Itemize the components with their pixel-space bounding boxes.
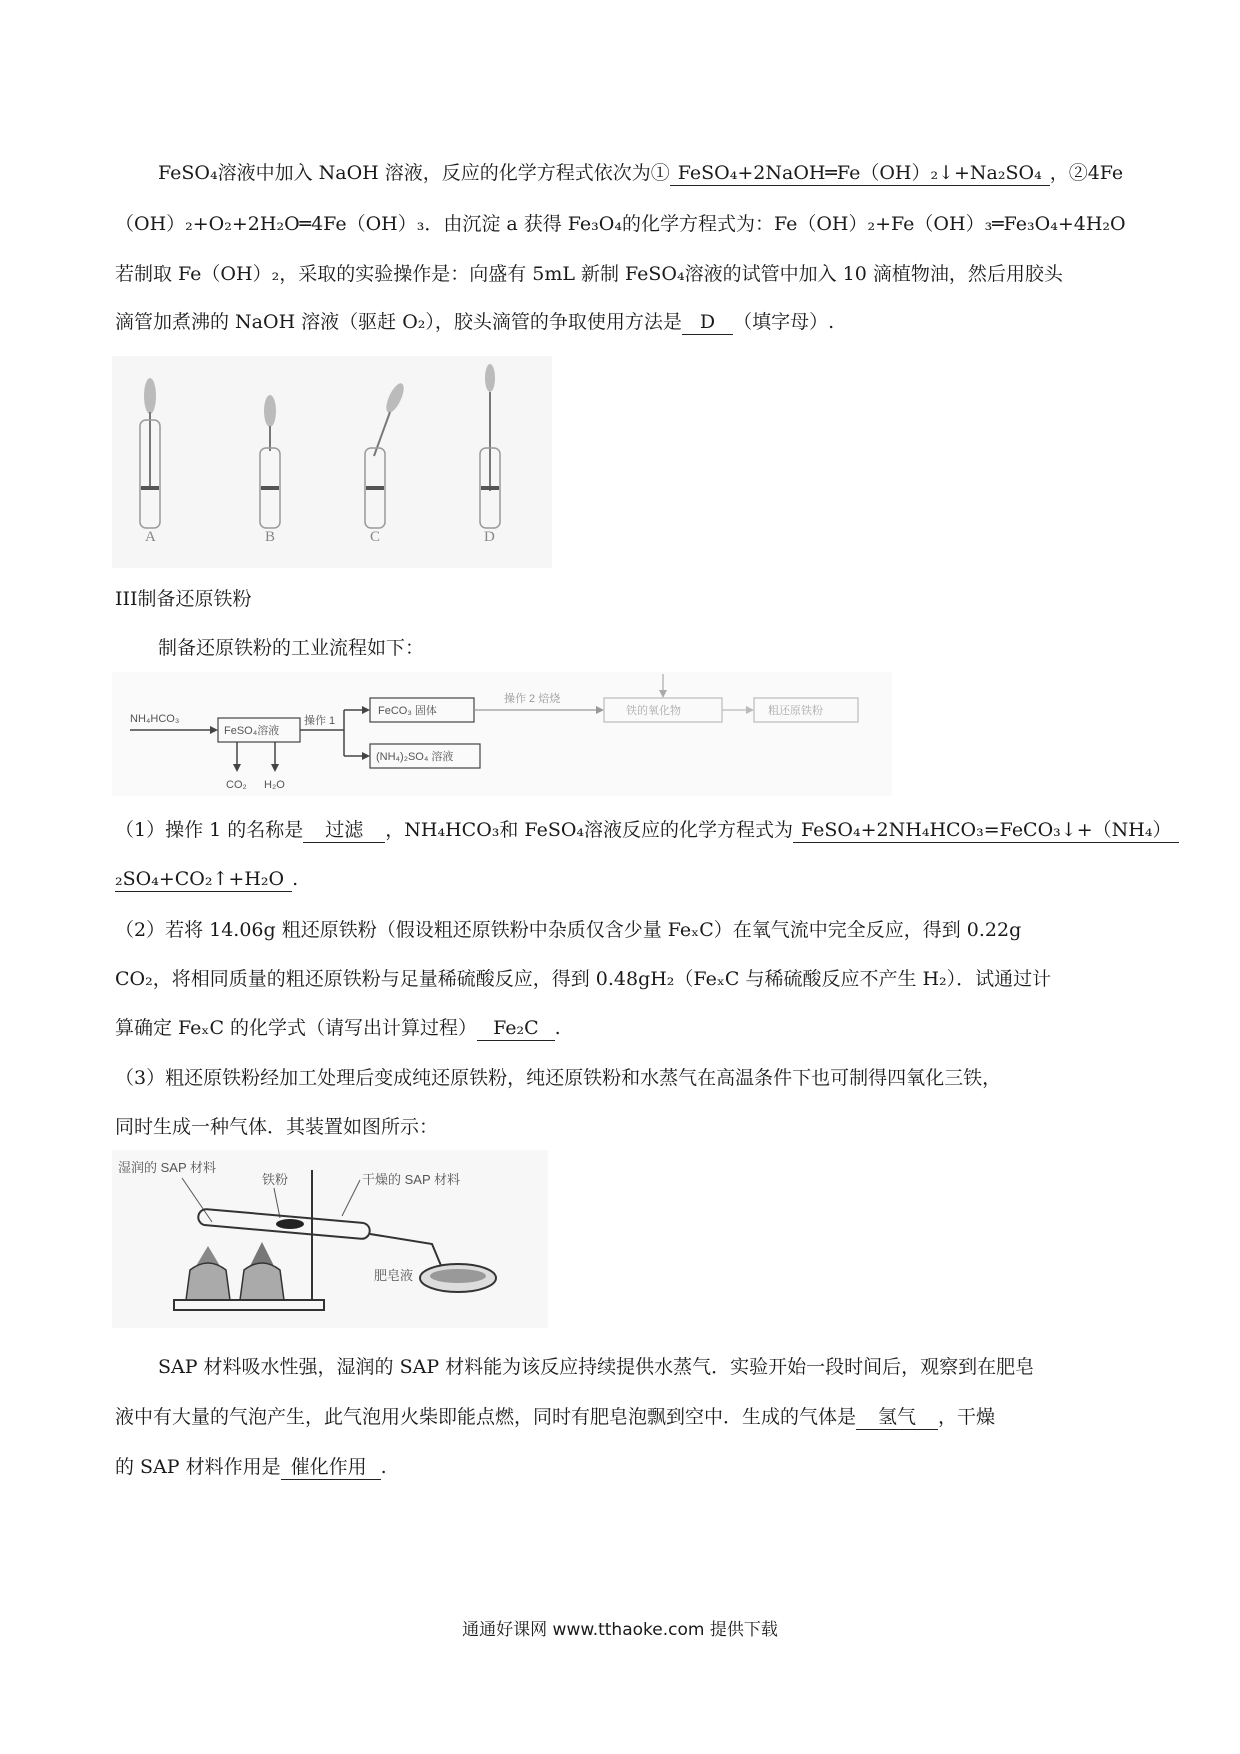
label-wet-sap: 湿润的 SAP 材料 bbox=[118, 1160, 217, 1175]
para1-line2: （OH）₂+O₂+2H₂O═4Fe（OH）₃．由沉淀 a 获得 Fe₃O₄的化学方程式为：Fe（OH）₂+Fe（OH）₃═Fe₃O₄+4H₂O bbox=[115, 213, 1126, 235]
para1-line1: FeSO₄溶液中加入 NaOH 溶液，反应的化学方程式依次为① FeSO₄+2NaOH═Fe（OH）₂↓+Na₂SO₄ ，②4Fe bbox=[158, 162, 1124, 184]
answer-blank-eq2a: FeSO₄+2NH₄HCO₃=FeCO₃↓+（NH₄） bbox=[793, 818, 1179, 843]
q3b-line3: 的 SAP 材料作用是 催化作用 . bbox=[115, 1456, 387, 1478]
q3b-line1: SAP 材料吸水性强，湿润的 SAP 材料能为该反应持续提供水蒸气．实验开始一段时间后，观察到在肥皂 bbox=[158, 1356, 1035, 1378]
flow-out-co2: CO₂ bbox=[226, 779, 247, 791]
stand-base-icon bbox=[174, 1300, 324, 1310]
svg-text:粗还原铁粉: 粗还原铁粉 bbox=[768, 705, 823, 717]
soap-dish-icon bbox=[420, 1264, 496, 1292]
section3-heading: III制备还原铁粉 bbox=[115, 588, 252, 610]
dropper-label-a: A bbox=[145, 529, 156, 545]
flow-op1: 操作 1 bbox=[304, 715, 336, 727]
q1-line1: （1）操作 1 的名称是 过滤 ，NH₄HCO₃和 FeSO₄溶液反应的化学方程式为 FeSO₄+2NH₄HCO₃=FeCO₃↓+（NH₄） bbox=[115, 818, 1179, 843]
para1-line3: 若制取 Fe（OH）₂，采取的实验操作是：向盛有 5mL 新制 FeSO₄溶液的试管中加入 10 滴植物油，然后用胶头 bbox=[115, 263, 1063, 285]
answer-blank-gas: 氢气 bbox=[856, 1405, 938, 1430]
svg-text:铁的氧化物: 铁的氧化物 bbox=[626, 705, 681, 717]
dropper-figure-svg bbox=[112, 356, 552, 568]
q2-line3: 算确定 FeₓC 的化学式（请写出计算过程） Fe₂C . bbox=[115, 1017, 561, 1039]
answer-blank-eq2b: ₂SO₄+CO₂↑+H₂O bbox=[115, 867, 292, 892]
label-iron: 铁粉 bbox=[262, 1172, 289, 1187]
dropper-c bbox=[365, 381, 407, 528]
dropper-label-b: B bbox=[265, 529, 276, 545]
q3b-line2: 液中有大量的气泡产生，此气泡用火柴即能点燃，同时有肥皂泡飘到空中．生成的气体是 氢气 ，干燥 bbox=[115, 1406, 996, 1428]
answer-blank-op1: 过滤 bbox=[303, 818, 385, 843]
burner-left-icon bbox=[186, 1246, 230, 1300]
apparatus-svg bbox=[112, 1150, 548, 1328]
label-dry-sap: 干燥的 SAP 材料 bbox=[362, 1172, 461, 1187]
svg-text:FeSO₄溶液: FeSO₄溶液 bbox=[224, 725, 280, 737]
q3-line1: （3）粗还原铁粉经加工处理后变成纯还原铁粉，纯还原铁粉和水蒸气在高温条件下也可制得四氧化三铁， bbox=[115, 1067, 1002, 1089]
tube-icon bbox=[198, 1209, 371, 1240]
q3-line2: 同时生成一种气体．其装置如图所示： bbox=[115, 1116, 439, 1138]
flowchart-svg bbox=[112, 672, 892, 796]
answer-blank-formula: Fe₂C bbox=[477, 1016, 555, 1041]
answer-blank-dropper: D bbox=[682, 310, 733, 335]
flowchart bbox=[112, 672, 892, 796]
dropper-label-c: C bbox=[370, 529, 381, 545]
answer-blank-eq1: FeSO₄+2NaOH═Fe（OH）₂↓+Na₂SO₄ bbox=[670, 161, 1050, 186]
para1-line4: 滴管加煮沸的 NaOH 溶液（驱赶 O₂），胶头滴管的争取使用方法是 D （填字母）. bbox=[115, 311, 835, 333]
dropper-label-d: D bbox=[484, 529, 495, 545]
answer-blank-sap-role: 催化作用 bbox=[281, 1455, 381, 1480]
q2-line1: （2）若将 14.06g 粗还原铁粉（假设粗还原铁粉中杂质仅含少量 FeₓC）在氧气流中完全反应，得到 0.22g bbox=[115, 919, 1022, 941]
dropper-b bbox=[260, 395, 280, 528]
dropper-figure bbox=[112, 356, 552, 568]
flow-op2: 操作 2 焙烧 bbox=[504, 693, 561, 705]
dropper-d bbox=[480, 364, 500, 528]
svg-text:FeCO₃ 固体: FeCO₃ 固体 bbox=[378, 705, 437, 717]
dropper-a bbox=[140, 378, 160, 528]
q2-line2: CO₂，将相同质量的粗还原铁粉与足量稀硫酸反应，得到 0.48gH₂（FeₓC 与稀硫酸反应不产生 H₂）．试通过计 bbox=[115, 968, 1052, 990]
flow-out-h2o: H₂O bbox=[264, 779, 285, 791]
flow-input: NH₄HCO₃ bbox=[130, 713, 180, 725]
q1-line2: ₂SO₄+CO₂↑+H₂O . bbox=[115, 868, 299, 890]
section3-intro: 制备还原铁粉的工业流程如下： bbox=[158, 637, 425, 659]
label-soap: 肥皂液 bbox=[374, 1268, 414, 1283]
svg-text:(NH₄)₂SO₄ 溶液: (NH₄)₂SO₄ 溶液 bbox=[376, 751, 454, 763]
apparatus-figure bbox=[112, 1150, 548, 1328]
footer-credit: 通通好课网 www.tthaoke.com 提供下载 bbox=[462, 1620, 778, 1640]
burner-right-icon bbox=[240, 1242, 284, 1300]
